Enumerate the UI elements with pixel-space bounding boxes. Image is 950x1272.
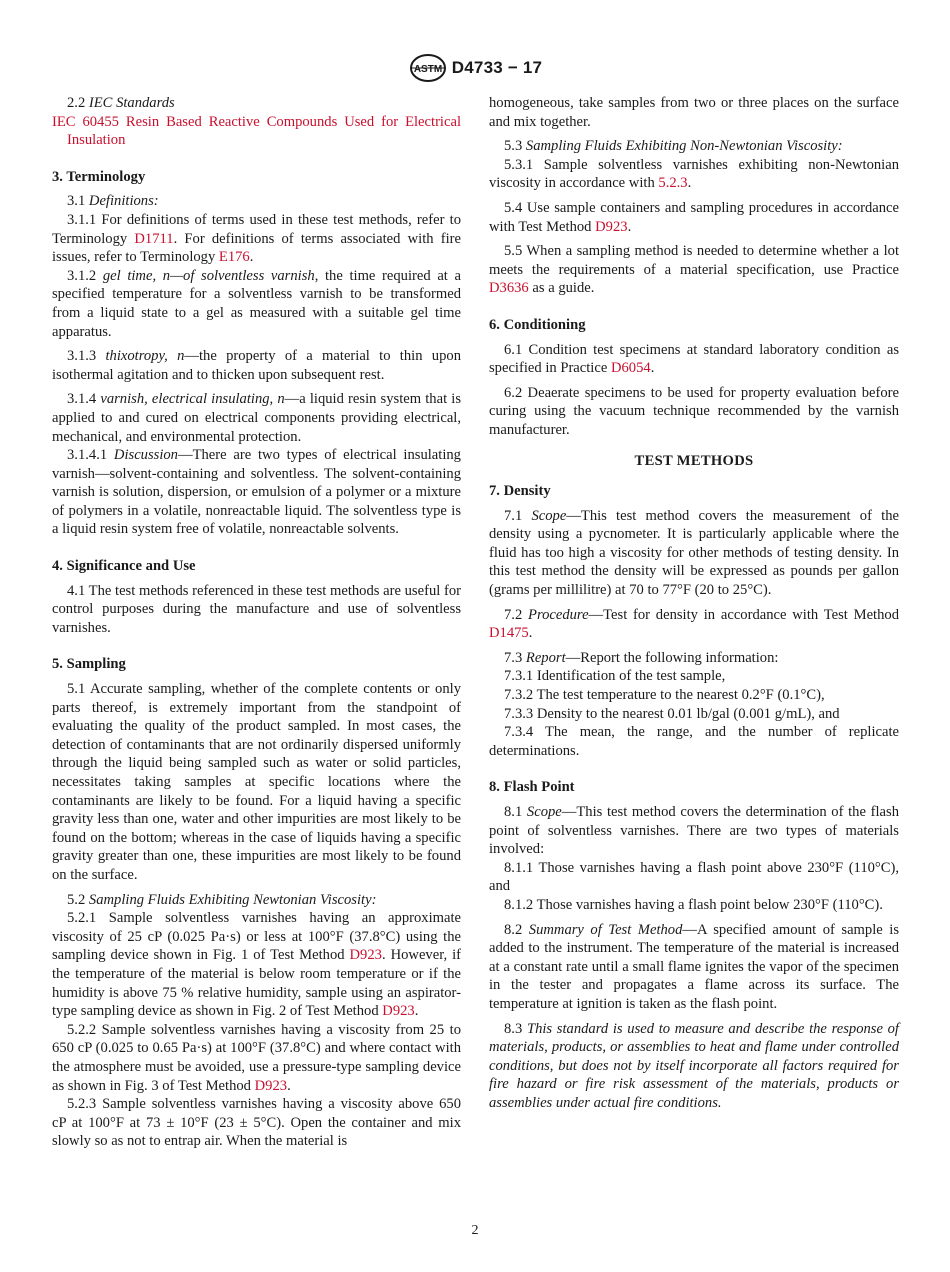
para-3-1-4-1: 3.1.4.1 Discussion—There are two types of electrical insulating varnish—solvent-containing and solventless. The solvent-containing varnish is solution, dispersion, or emulsion of a polymer or a mixture of polymers in a volatile, nonreactable liquid. The solventless type is a liquid resin system free of volatile, nonreactable solvents.: [52, 447, 461, 538]
para-5-3: 5.3 Sampling Fluids Exhibiting Non-Newtonian Viscosity:: [504, 138, 843, 155]
iec-standards-heading: 2.2 IEC Standards: [67, 95, 175, 111]
para-7-1: 7.1 Scope—This test method covers the measurement of the density using a pycnometer. It is particularly applicable where the fluid has too high a viscosity for other methods of testing density. In this test method the density will be expressed as pounds per gallon (grams per millilitre) at 70 to 77°F (20 to 25°C).: [489, 507, 899, 599]
para-3-1: 3.1 Definitions:: [67, 193, 159, 210]
section-7-title: 7. Density: [489, 483, 551, 500]
para-5-2-3: 5.2.3 Sample solventless varnishes having a viscosity above 650 cP at 100°F at 73 ± 10°F (23 ± 5°C). Open the container and mix slowly so as not to entrap air. When the material is: [52, 1096, 461, 1150]
ref-d1711-link[interactable]: D1711: [134, 230, 174, 247]
document-designation: D4733 − 17: [451, 57, 543, 77]
para-8-1-2: 8.1.2 Those varnishes having a flash point below 230°F (110°C).: [504, 896, 883, 913]
para-3-1-3: 3.1.3 thixotropy, n—the property of a material to thin upon isothermal agitation and to thicken upon subsequent rest.: [52, 348, 461, 383]
para-5-5: 5.5 When a sampling method is needed to determine whether a lot meets the requirements of a material specification, use Practice D3636 as a guide.: [489, 243, 899, 297]
page-header: [0, 52, 950, 84]
para-3-1-4: 3.1.4 varnish, electrical insulating, n—a liquid resin system that is applied to and cured on electrical components providing electrical, mechanical, and environmental protection.: [52, 391, 461, 445]
iec-60455-link: IEC 60455: [52, 113, 119, 130]
para-7-3-4: 7.3.4 The mean, the range, and the number of replicate determinations.: [489, 724, 899, 759]
section-6-title: 6. Conditioning: [489, 316, 586, 333]
para-6-1: 6.1 Condition test specimens at standard laboratory condition as specified in Practice D6054.: [489, 341, 899, 377]
section-3-title: 3. Terminology: [52, 168, 146, 185]
para-5-2: 5.2 Sampling Fluids Exhibiting Newtonian Viscosity:: [67, 891, 377, 908]
logo-text: ASTM: [413, 64, 442, 75]
section-4-title: 4. Significance and Use: [52, 558, 196, 575]
para-7-3-2: 7.3.2 The test temperature to the nearest 0.2°F (0.1°C),: [504, 687, 825, 704]
astm-logo-icon: [408, 53, 448, 83]
para-8-1: 8.1 Scope—This test method covers the determination of the flash point of solventless varnishes. There are two types of materials involved:: [489, 804, 899, 858]
para-5-4: 5.4 Use sample containers and sampling procedures in accordance with Test Method D923.: [489, 199, 899, 235]
para-7-3: 7.3 Report—Report the following information:: [504, 649, 779, 666]
ref-d923-link[interactable]: D923: [349, 947, 382, 964]
para-8-1-1: 8.1.1 Those varnishes having a flash point above 230°F (110°C), and: [489, 859, 899, 895]
section-5-title: 5. Sampling: [52, 656, 126, 673]
ref-d923-link[interactable]: D923: [595, 218, 628, 235]
para-3-1-2: 3.1.2 gel time, n—of solventless varnish, the time required at a specified temperature for a solventless varnish to be transformed from a liquid state to a gel as measured with a suitable gel time apparatus.: [52, 267, 461, 340]
ref-d3636-link[interactable]: D3636: [489, 280, 529, 297]
para-5-2-2: 5.2.2 Sample solventless varnishes having a viscosity from 25 to 650 cP (0.025 to 0.65 Pa·s) at 100°F (37.8°C) and where contact with the atmosphere must be avoided, use a pressure-type sampling device as shown in Fig. 3 of Test Method D923.: [52, 1021, 461, 1094]
test-methods-heading: TEST METHODS: [634, 452, 754, 469]
para-6-2: 6.2 Deaerate specimens to be used for property evaluation before curing using the vacuum technique recommended by the varnish manufacturer.: [489, 384, 899, 438]
para-7-3-3: 7.3.3 Density to the nearest 0.01 lb/gal (0.001 g/mL), and: [504, 705, 840, 722]
para-4-1: 4.1 The test methods referenced in these test methods are useful for control purposes during the manufacture and use of solventless varnishes.: [52, 582, 461, 636]
page-number: 2: [471, 1223, 479, 1238]
para-8-2: 8.2 Summary of Test Method—A specified amount of sample is added to the instrument. The temperature of the material is increased at a constant rate until a small flame ignites the vapor of the specimen in the tester and propagates a flame across its surface. The temperature at ignition is taken as the flash point.: [489, 921, 899, 1012]
ref-d6054-link[interactable]: D6054: [610, 360, 651, 377]
para-5-2-3-continued: homogeneous, take samples from two or three places on the surface and mix together.: [489, 95, 899, 130]
para-7-3-1: 7.3.1 Identification of the test sample,: [504, 668, 726, 685]
para-8-3: 8.3 This standard is used to measure and describe the response of materials, products, or assemblies to heat and flame under controlled conditions, but does not by itself incorporate all factors required for fire hazard or fire risk assessment of the materials, products or assemblies under actual fire conditions.: [489, 1020, 899, 1111]
section-8-title: 8. Flash Point: [489, 779, 575, 796]
para-5-3-1: 5.3.1 Sample solventless varnishes exhibiting non-Newtonian viscosity in accordance with 5.2.3.: [489, 156, 899, 192]
para-7-2: 7.2 Procedure—Test for density in accordance with Test Method D1475.: [489, 606, 899, 642]
right-column: [489, 94, 899, 1113]
ref-d923-link[interactable]: D923: [254, 1077, 288, 1094]
ref-e176-link[interactable]: E176: [218, 249, 250, 266]
iec-60455-reference[interactable]: IEC 60455 Resin Based Reactive Compounds Used for Electrical Insulation: [52, 113, 461, 149]
para-5-2-1: 5.2.1 Sample solventless varnishes having an approximate viscosity of 25 cP (0.025 Pa·s) or less at 100°F (37.8°C) using the sampling device shown in Fig. 1 of Test Method D923. However, if the temperature of the material is below room temperature or if the humidity is above 75 % relative humidity, sample using an aspirator-type sampling device as shown in Fig. 2 of Test Method D923.: [52, 910, 461, 1020]
left-column: [52, 94, 461, 1151]
ref-5-2-3-link[interactable]: 5.2.3: [658, 175, 688, 192]
para-5-1: 5.1 Accurate sampling, whether of the complete contents or only parts thereof, is extremely important from the standpoint of evaluating the quality of the product sampled. In most cases, the detection of contaminants that are not ordinarily dispersed uniformly through the liquid being sampled such as water or solid particles, necessitates taking samples at specific locations where the contaminants are likely to be found. For a liquid having a specific gravity less than one, water and other impurities are most likely to be found on the bottom; whereas in the case of liquids having a specific gravity greater than one, these impurities are most likely to be found on the surface.: [52, 681, 461, 883]
ref-d1475-link[interactable]: D1475: [489, 625, 529, 642]
para-3-1-1: 3.1.1 For definitions of terms used in these test methods, refer to Terminology D1711. For definitions of terms associated with fire issues, refer to Terminology E176.: [52, 211, 461, 266]
ref-d923-link[interactable]: D923: [382, 1003, 415, 1020]
